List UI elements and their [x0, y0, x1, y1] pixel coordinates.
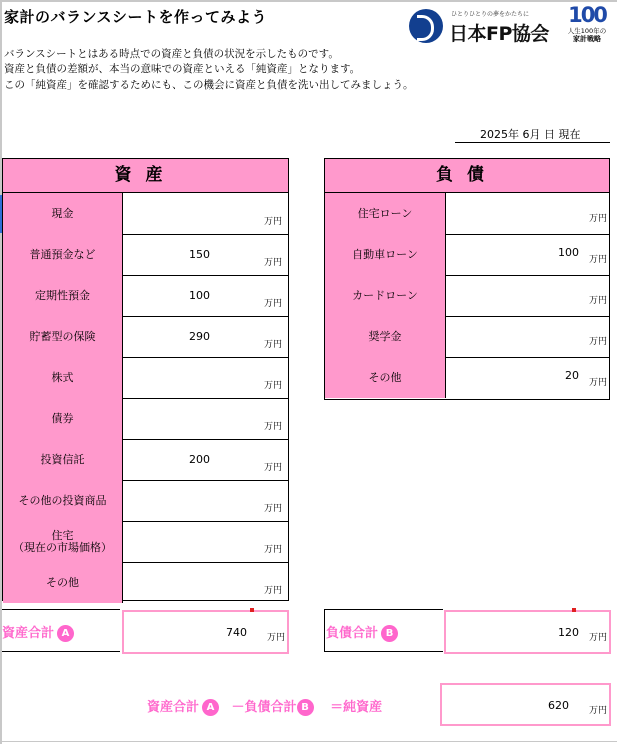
- row-unit: 万円: [263, 422, 282, 432]
- net-minus-label: －負債合計: [231, 700, 297, 715]
- value-cell[interactable]: [123, 234, 288, 275]
- table-row: [3, 398, 288, 440]
- value-cell[interactable]: [123, 480, 288, 521]
- liabilities-total-text: 負債合計: [326, 626, 379, 641]
- liab-total-bottom-line: [324, 651, 443, 652]
- row-label: 株式: [3, 357, 123, 398]
- row-label: 債券: [3, 398, 123, 439]
- value-cell[interactable]: [445, 357, 609, 398]
- table-row: [325, 316, 609, 358]
- row-unit: 万円: [263, 340, 282, 350]
- net-equals-label: ＝純資産: [330, 700, 383, 715]
- logo-name: 日本FP協会: [449, 23, 549, 45]
- net-assets-unit: 万円: [588, 706, 607, 716]
- assets-total-cell[interactable]: [122, 610, 289, 654]
- table-row: [3, 521, 288, 563]
- row-value: 20: [565, 369, 579, 382]
- row-unit: 万円: [263, 504, 282, 514]
- row-unit: 万円: [263, 258, 282, 268]
- row-unit: 万円: [263, 545, 282, 555]
- badge-line-2: 家計戦略: [573, 35, 601, 43]
- table-row: [3, 316, 288, 358]
- liabilities-total-cell[interactable]: [444, 610, 611, 654]
- jafp-logo: [409, 6, 553, 46]
- row-unit: 万円: [588, 378, 607, 388]
- comment-indicator: [250, 608, 254, 612]
- row-label: 投資信託: [3, 439, 123, 480]
- table-row: [3, 562, 288, 603]
- row-unit: 万円: [588, 337, 607, 347]
- marker-b: B: [381, 625, 398, 642]
- table-row: [325, 357, 609, 398]
- row-unit: 万円: [588, 214, 607, 224]
- table-row: [3, 275, 288, 317]
- comment-indicator-2: [572, 608, 576, 612]
- assets-total-unit: 万円: [266, 633, 285, 643]
- table-row: [3, 357, 288, 399]
- sheet-top-border: [0, 0, 617, 2]
- net-marker-b: B: [297, 699, 314, 716]
- row-label: 自動車ローン: [325, 234, 446, 275]
- value-cell[interactable]: [445, 193, 609, 234]
- jafp-logo-icon: [409, 9, 443, 43]
- row-unit: 万円: [263, 217, 282, 227]
- row-label: カードローン: [325, 275, 446, 316]
- row-unit: 万円: [263, 381, 282, 391]
- assets-header: 資産: [3, 159, 288, 193]
- net-assets-cell[interactable]: [440, 683, 611, 726]
- row-value: 100: [189, 289, 210, 302]
- row-label: その他: [325, 357, 446, 398]
- assets-total-text: 資産合計: [2, 626, 55, 641]
- row-unit: 万円: [588, 296, 607, 306]
- net-formula: [147, 696, 382, 716]
- row-label: 奨学金: [325, 316, 446, 357]
- value-cell[interactable]: [123, 357, 288, 398]
- liab-total-top-line: [324, 609, 443, 610]
- assets-total-top-line: [2, 609, 120, 610]
- intro-line-3: この「純資産」を確認するためにも、この機会に資産と負債を洗い出してみましょう。: [4, 79, 414, 91]
- row-label: 住宅 （現在の市場価格）: [3, 521, 123, 562]
- value-cell[interactable]: [123, 275, 288, 316]
- assets-total-value: 740: [226, 626, 247, 639]
- liabilities-table: [324, 158, 610, 400]
- row-unit: 万円: [263, 463, 282, 473]
- date-underline: [455, 142, 610, 143]
- liabilities-total-unit: 万円: [588, 633, 607, 643]
- row-label: その他: [3, 562, 123, 603]
- assets-total-label: [2, 622, 74, 642]
- row-unit: 万円: [588, 255, 607, 265]
- table-row: [325, 275, 609, 317]
- row-label: 普通預金など: [3, 234, 123, 275]
- table-row: [325, 193, 609, 235]
- badge-number: 100: [568, 3, 606, 27]
- value-cell[interactable]: [123, 316, 288, 357]
- liab-total-left-line: [324, 609, 325, 651]
- table-row: [325, 234, 609, 276]
- row-unit: 万円: [263, 299, 282, 309]
- logo-tagline: ひとりひとりの夢をかたちに: [451, 11, 530, 18]
- value-cell[interactable]: [123, 521, 288, 562]
- table-row: [3, 439, 288, 481]
- value-cell[interactable]: [123, 398, 288, 439]
- row-label: 貯蓄型の保険: [3, 316, 123, 357]
- value-cell[interactable]: [445, 234, 609, 275]
- liabilities-total-value: 120: [558, 626, 579, 639]
- table-row: [3, 480, 288, 522]
- row-label: その他の投資商品: [3, 480, 123, 521]
- table-row: [3, 193, 288, 235]
- liabilities-header: 負債: [325, 159, 609, 193]
- value-cell[interactable]: [123, 439, 288, 480]
- intro-line-1: バランスシートとはある時点での資産と負債の状況を示したものです。: [4, 48, 339, 60]
- page-title: 家計のバランスシートを作ってみよう: [4, 8, 268, 26]
- row-label: 現金: [3, 193, 123, 234]
- net-assets-value: 620: [548, 699, 569, 712]
- sheet-bottom-border: [0, 741, 617, 742]
- marker-a: A: [57, 625, 74, 642]
- table-row: [3, 234, 288, 276]
- row-label: 定期性預金: [3, 275, 123, 316]
- campaign-badge: [563, 3, 611, 43]
- intro-line-2: 資産と負債の差額が、本当の意味での資産といえる「純資産」となります。: [4, 63, 361, 75]
- badge-line-1: 人生100年の: [567, 27, 607, 35]
- assets-table: [2, 158, 289, 601]
- row-label: 住宅ローン: [325, 193, 446, 234]
- value-cell[interactable]: [445, 275, 609, 316]
- value-cell[interactable]: [123, 562, 288, 603]
- row-value: 150: [189, 248, 210, 261]
- net-marker-a: A: [202, 699, 219, 716]
- row-unit: 万円: [263, 586, 282, 596]
- row-value: 200: [189, 453, 210, 466]
- value-cell[interactable]: [123, 193, 288, 234]
- as-of-date[interactable]: 2025年 6月 日 現在: [480, 128, 581, 141]
- row-value: 290: [189, 330, 210, 343]
- net-assets-label: 資産合計: [147, 700, 200, 715]
- assets-total-bottom-line: [2, 651, 120, 652]
- row-value: 100: [558, 246, 579, 259]
- value-cell[interactable]: [445, 316, 609, 357]
- liabilities-total-label: [326, 622, 398, 642]
